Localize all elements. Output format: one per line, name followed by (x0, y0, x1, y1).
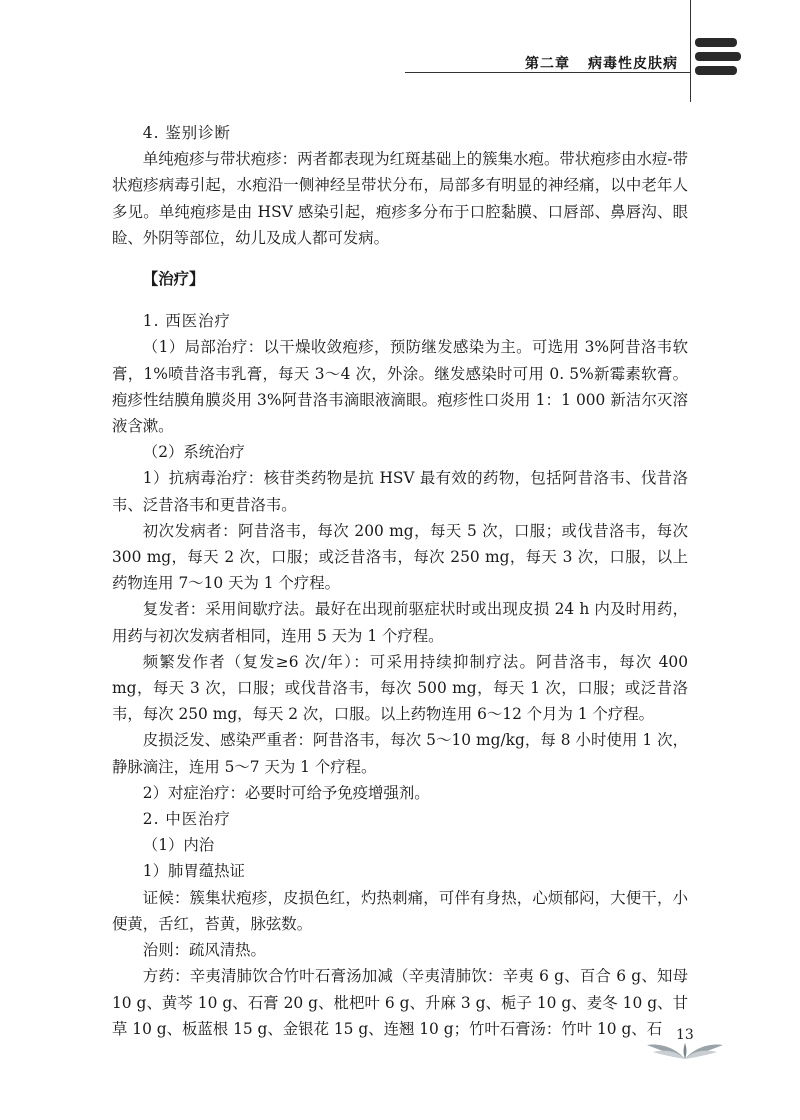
paragraph: 复发者：采用间歇疗法。最好在出现前驱症状时或出现皮损 24 h 内及时用药，用药与初次发病者相同，连用 5 天为 1 个疗程。 (112, 600, 688, 645)
paragraph: 频繁发作者（复发≥6 次/年）：可采用持续抑制疗法。阿昔洛韦，每次 400 mg，每天 3 次，口服；或伐昔洛韦，每次 500 mg，每天 1 次，口服；或泛昔洛韦，每次 250 mg，每天 2 次，口服。以上药物连用 6～12 个月为 1 个疗程。 (112, 652, 688, 724)
subsection-heading: 2. 中医治疗 (142, 810, 231, 829)
chapter-title: 病毒性皮肤病 (588, 56, 678, 72)
page-body (112, 120, 688, 1042)
paragraph: 2）对症治疗：必要时可给予免疫增强剂。 (142, 783, 430, 802)
page-number: 13 (676, 1027, 694, 1043)
paragraph: （2）系统治疗 (142, 443, 245, 462)
header-vertical-rule (690, 0, 691, 102)
subsection-heading: 4. 鉴别诊断 (142, 124, 231, 142)
paragraph: 证候：簇集状疱疹，皮损色红，灼热刺痛，可伴有身热，心烦郁闷，大便干，小便黄，舌红，苔黄，脉弦数。 (112, 888, 688, 933)
paragraph: 1）抗病毒治疗：核苷类药物是抗 HSV 最有效的药物，包括阿昔洛韦、伐昔洛韦、泛昔洛韦和更昔洛韦。 (112, 469, 688, 514)
paragraph: 初次发病者：阿昔洛韦，每次 200 mg，每天 5 次，口服；或伐昔洛韦，每次 300 mg，每天 2 次，口服；或泛昔洛韦，每次 250 mg，每天 3 次，口服，以上药物连用 7～10 天为 1 个疗程。 (112, 521, 688, 593)
leaf-ornament-icon (645, 1035, 725, 1065)
chapter-bars-icon (695, 38, 741, 78)
chapter-label: 第二章 (525, 56, 570, 72)
paragraph: 1）肺胃蕴热证 (142, 862, 245, 881)
paragraph: 治则：疏风清热。 (142, 941, 266, 960)
paragraph: 皮损泛发、感染严重者：阿昔洛韦，每次 5～10 mg/kg，每 8 小时使用 1 次，静脉滴注，连用 5～7 天为 1 个疗程。 (112, 731, 688, 776)
paragraph: 方药：辛夷清肺饮合竹叶石膏汤加减（辛夷清肺饮：辛夷 6 g、百合 6 g、知母 10 g、黄芩 10 g、石膏 20 g、枇杷叶 6 g、升麻 3 g、栀子 10 g、麦冬 10 g、甘草 10 g、板蓝根 15 g、金银花 15 g、连翘 10 g；竹叶石膏汤：竹叶 10 g、石 (112, 967, 688, 1038)
subsection-heading: 1. 西医治疗 (142, 312, 231, 331)
paragraph: 单纯疱疹与带状疱疹：两者都表现为红斑基础上的簇集水疱。带状疱疹由水痘-带状疱疹病毒引起，水疱沿一侧神经呈带状分布，局部多有明显的神经痛，以中老年人多见。单纯疱疹是由 HSV 感染引起，疱疹多分布于口腔黏膜、口唇部、鼻唇沟、眼睑、外阴等部位，幼儿及成人都可发病。 (112, 150, 688, 247)
running-head (525, 53, 678, 73)
section-heading: 【治疗】 (142, 270, 205, 289)
paragraph: （1）局部治疗：以干燥收敛疱疹，预防继发感染为主。可选用 3%阿昔洛韦软膏，1%喷昔洛韦乳膏，每天 3～4 次，外涂。继发感染时可用 0. 5%新霉素软膏。疱疹性结膜角膜炎用 3%阿昔洛韦滴眼液滴眼。疱疹性口炎用 1：1 000 新洁尔灭溶液含漱。 (112, 338, 688, 436)
paragraph: （1）内治 (142, 836, 215, 855)
